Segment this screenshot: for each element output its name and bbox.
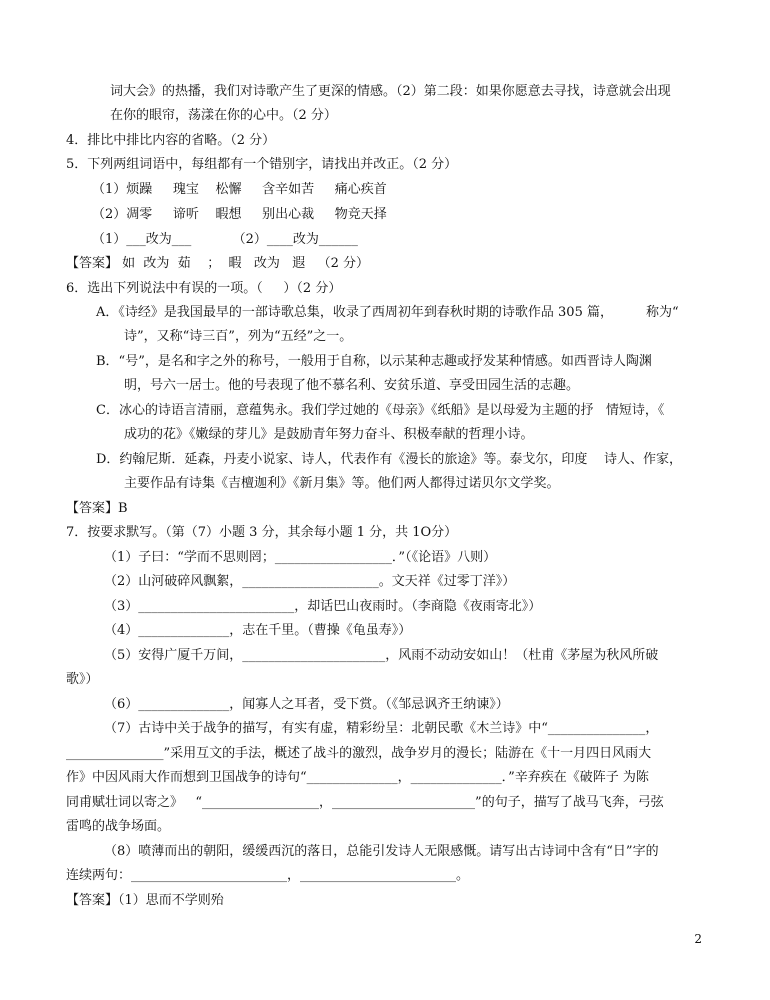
question-6: 6．选出下列说法中有误的一项。（ ）（2 分） [66,281,342,296]
text-line: 主要作品有诗集《吉檀迦利》《新月集》等。他们两人都得过诺贝尔文学奖。 [124,476,560,491]
text-line: （1）烦躁 瑰宝 松懈 含辛如苦 痛心疾首 [92,182,387,197]
text-line: 在你的眼帘，荡漾在你的心中。（2 分） [110,108,337,123]
question-5: 5．下列两组词语中，每组都有一个错别字，请找出并改正。（2 分） [66,157,458,172]
text-line: （8）喷薄而出的朝阳，缓缓西沉的落日，总能引发诗人无限感慨。请写出古诗词中含有“日”字的 [104,844,659,859]
text-line: 连续两句：________________________，________________________。 [66,868,470,883]
text-line: （7）古诗中关于战争的描写，有实有虚，精彩纷呈：北朝民歌《木兰诗》中“_______________， [104,721,659,736]
text-line: （6）______________，闻寡人之耳者，受下赏。（《邹忌讽齐王纳谏》） [104,697,509,712]
text-line: _______________”采用互文的手法，概述了战斗的激烈，战争岁月的漫长；陆游在《十一月四日风雨大 [66,746,652,761]
text-line: （2）凋零 谛听 暇想 别出心裁 物竞天择 [92,207,387,222]
text-line: 歌》） [66,672,99,687]
option-b: B．“号”，是名和字之外的称号，一般用于自称，以示某种志趣或抒发某种情感。如西晋诗人陶渊 [96,354,652,369]
text-line: （3）________________________，却话巴山夜雨时。（李商隐《夜雨寄北》） [104,599,542,614]
answer-line: 【答案】B [66,501,128,516]
text-line: （5）安得广厦千万间，______________________，风雨不动动安如山！（杜甫《茅屋为秋风所破 [104,648,659,663]
text-line: 诗”，又称“诗三百”，列为“五经”之一。 [124,329,353,344]
text-line: 词大会》的热播，我们对诗歌产生了更深的情感。（2）第二段：如果你愿意去寻找，诗意就会出现 [110,84,671,99]
option-d: D．约翰尼斯．延森，丹麦小说家、诗人，代表作有《漫长的旅途》等。泰戈尔，印度 诗人、作家， [96,452,682,467]
text-line: 同甫赋壮词以寄之》 “__________________，______________________”的句子，描写了战马飞奔，弓弦 [66,795,664,810]
text-line: 雷鸣的战争场面。 [66,819,171,834]
text-line: （1）子曰：“学而不思则罔；__________________．”（《论语》八则） [104,550,497,565]
option-c: C．冰心的诗语言清丽，意蕴隽永。我们学过她的《母亲》《纸船》是以母爱为主题的抒 情短诗，《 [96,403,665,418]
text-line: 成功的花》《嫩绿的芽儿》是鼓励青年努力奋斗、积极奉献的哲理小诗。 [124,427,534,442]
text-line: （4）______________，志在千里。（曹操《龟虽寿》） [104,623,412,638]
text-line: （2）山河破碎风飘絮，_____________________。文天祥《过零丁洋》） [104,574,516,589]
option-a: A．《诗经》是我国最早的一部诗歌总集，收录了西周初年到春秋时期的诗歌作品 305 篇， 称为“ [96,305,679,320]
question-7: 7．按要求默写。（第（7）小题 3 分，其余每小题 1 分，共 1O分） [66,525,458,540]
answer-line: 【答案】（1）思而不学则殆 [66,893,224,908]
page-number: 2 [694,932,702,946]
answer-line: 【答案】 如 改为 茹 ； 暇 改为 遐 （2 分） [66,256,370,271]
question-4: 4．排比中排比内容的省略。（2 分） [66,133,276,148]
text-line: 明，号六一居士。他的号表现了他不慕名利、安贫乐道、享受田园生活的志趣。 [124,378,580,393]
text-line: 作》中因风雨大作而想到卫国战争的诗句“______________，______________．”辛弃疾在《破阵子 为陈 [66,770,649,785]
text-line: （1）___改为___ （2）____改为______ [92,232,358,247]
